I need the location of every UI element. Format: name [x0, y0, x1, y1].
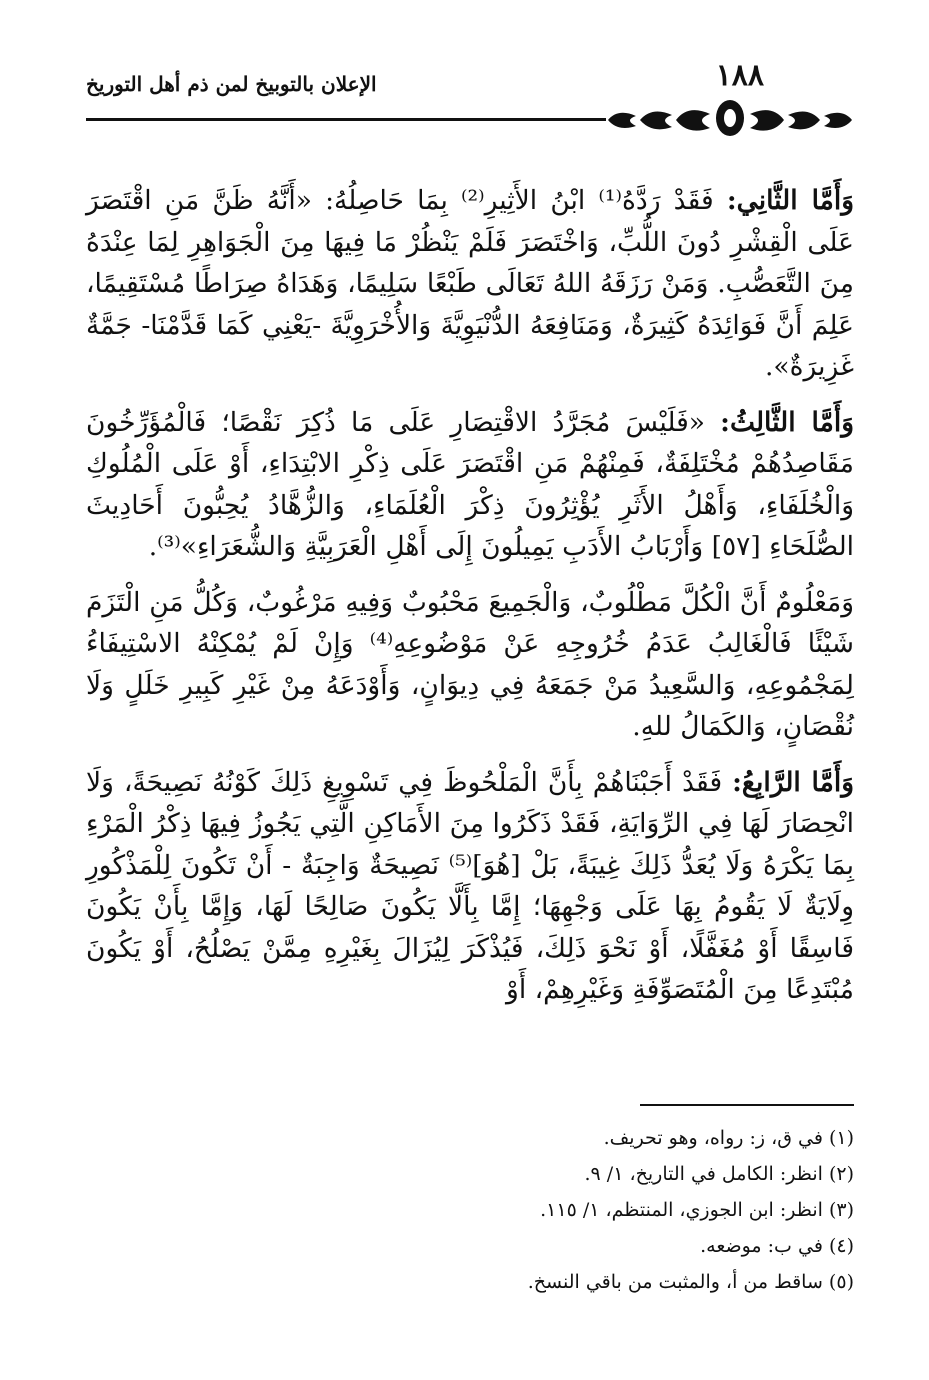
footnote-item: (٣) انظر: ابن الجوزي، المنتظم، ١/ ١١٥.	[540, 1199, 854, 1221]
paragraph-lead: وَأَمَّا الثَّانِي:	[726, 185, 854, 216]
page-body	[86, 180, 854, 1025]
page-number: ١٨٨	[715, 58, 764, 93]
paragraph-second	[86, 180, 854, 388]
paragraph-text: وَمَعْلُومٌ أَنَّ الْكُلَّ مَطْلُوبٌ، وَالْجَمِيعَ مَحْبُوبٌ وَفِيهِ مَرْغُوبٌ، وَكُلُّ مَنِ الْتَزَمَ شَيْئًا فَالْغَالِبُ عَدَمُ خُرُوجِهِ عَنْ مَوْضُوعِهِ⁽⁴⁾ وَإِنْ لَمْ يُمْكِنْهُ الاسْتِيفَاءُ لِمَجْمُوعِهِ، وَالسَّعِيدُ مَنْ جَمَعَهُ فِي دِيوَانٍ، وَأَوْدَعَهُ مِنْ غَيْرِ كَبِيرِ خَلَلٍ وَلَا نُقْصَانٍ، وَالكَمَالُ للهِ.	[86, 586, 854, 742]
paragraph-text: فَقَدْ رَدَّهُ⁽¹⁾ ابْنُ الأَثِيرِ⁽²⁾ بِمَا حَاصِلُهُ: «أَنَّهُ ظَنَّ مَنِ اقْتَصَرَ عَلَى الْقِشْرِ دُونَ اللُّبِّ، وَاخْتَصَرَ فَلَمْ يَنْظُرْ مَا فِيهَا مِنَ الْجَوَاهِرِ لِمَا عِنْدَهُ مِنَ التَّعَصُّبِ. وَمَنْ رَزَقَهُ اللهُ تَعَالَى طَبْعًا سَلِيمًا، وَهَدَاهُ صِرَاطًا مُسْتَقِيمًا، عَلِمَ أَنَّ فَوَائِدَهُ كَثِيرَةٌ، وَمَنَافِعَهُ الدُّنْيَوِيَّةَ وَالأُخْرَوِيَّةَ -يَعْنِي كَمَا قَدَّمْنَا- جَمَّةٌ غَزِيرَةٌ».	[86, 185, 854, 382]
footnote-item: (٤) في ب: موضعه.	[700, 1235, 854, 1257]
paragraph-lead: وَأَمَّا الرَّابِعُ:	[732, 766, 854, 798]
paragraph-known	[86, 582, 854, 748]
paragraph-lead: وَأَمَّا الثَّالِثُ:	[720, 406, 854, 438]
footnote-item: (٢) انظر: الكامل في التاريخ، ١/ ٩.	[584, 1163, 854, 1185]
footnotes	[86, 1120, 854, 1300]
footnote-item: (٥) ساقط من أ، والمثبت من باقي النسخ.	[527, 1271, 854, 1293]
paragraph-third	[86, 402, 854, 568]
paragraph-fourth	[86, 762, 854, 1011]
paragraph-text: «فَلَيْسَ مُجَرَّدُ الاقْتِصَارِ عَلَى مَا ذُكِرَ نَقْصًا؛ فَالْمُؤَرِّخُونَ مَقَاصِدُهُمْ مُخْتَلِفَةٌ، فَمِنْهُمْ مَنِ اقْتَصَرَ عَلَى ذِكْرِ الابْتِدَاءِ، أَوْ عَلَى الْمُلُوكِ وَالْخُلَفَاءِ، وَأَهْلُ الأَثَرِ يُؤْثِرُونَ ذِكْرَ الْعُلَمَاءِ، وَالزُّهَّادُ يُحِبُّونَ أَحَادِيثَ الصُّلَحَاءِ [٥٧] وَأَرْبَابُ الأَدَبِ يَمِيلُونَ إِلَى أَهْلِ الْعَرَبِيَّةِ وَالشُّعَرَاءِ»⁽³⁾.	[86, 406, 854, 562]
running-title: الإعلان بالتوبيخ لمن ذم أهل التوريخ	[86, 72, 377, 96]
page-header	[86, 58, 854, 138]
footnote-rule	[640, 1104, 854, 1106]
paragraph-text: فَقَدْ أَجَبْنَاهُمْ بِأَنَّ الْمَلْحُوظَ فِي تَسْوِيغِ ذَلِكَ كَوْنُهُ نَصِيحَةً، وَلَا انْحِصَارَ لَهَا فِي الرِّوَايَةِ، فَقَدْ ذَكَرُوا مِنَ الأَمَاكِنِ الَّتِي يَجُوزُ فِيهَا ذِكْرُ الْمَرْءِ بِمَا يَكْرَهُ وَلَا يُعَدُّ ذَلِكَ غِيبَةً، بَلْ [هُوَ]⁽⁵⁾ نَصِيحَةٌ وَاجِبَةٌ - أَنْ تَكُونَ لِلْمَذْكُورِ وِلَايَةٌ لَا يَقُومُ بِهَا عَلَى وَجْهِهَا؛ إِمَّا بِأَلَّا يَكُونَ صَالِحًا لَهَا، وَإِمَّا بِأَنْ يَكُونَ فَاسِقًا أَوْ مُغَفَّلًا، أَوْ نَحْوَ ذَلِكَ، فَيُذْكَرَ لِيُزَالَ بِغَيْرِهِ مِمَّنْ يَصْلُحُ، أَوْ يَكُونَ مُبْتَدِعًا مِنَ الْمُتَصَوِّفَةِ وَغَيْرِهِمْ، أَوْ	[86, 766, 854, 1005]
floral-ornament-icon	[606, 98, 854, 138]
header-rule	[86, 118, 606, 121]
footnote-item: (١) في ق، ز: رواه، وهو تحريف.	[603, 1127, 854, 1149]
